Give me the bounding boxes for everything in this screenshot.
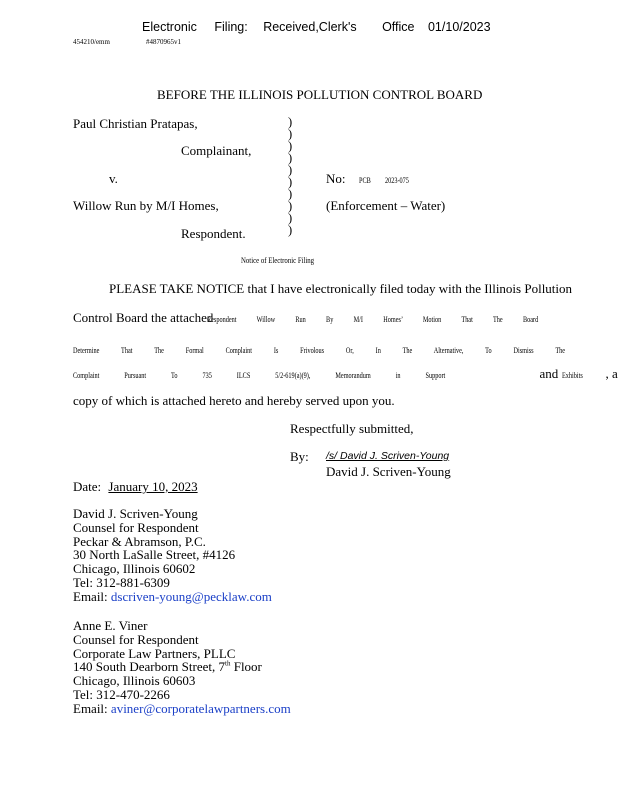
counsel-2-tel: Tel: 312-470-2266 xyxy=(73,686,170,702)
stamp-word-3: Received,Clerk's xyxy=(263,20,357,34)
motion-title-c: Complaint Pursuant To 735 ILCS 5/2-619(a)(9), Memorandum in Support xyxy=(73,371,446,380)
counsel-2-block xyxy=(73,618,291,715)
notice-line-2 xyxy=(73,310,618,326)
notice-line-1: PLEASE TAKE NOTICE that I have electronically filed today with the Illinois Pollution xyxy=(109,281,573,296)
stamp-word-2: Filing: xyxy=(214,20,248,34)
counsel-1-street: 30 North LaSalle Street, #4126 xyxy=(73,547,236,563)
motion-title-b: Determine That The Formal Complaint Is Frivolous Or, In The Alternative, To Dismiss The xyxy=(73,346,566,355)
doc-id-left: 454210/emm xyxy=(73,38,110,46)
closing: Respectfully submitted, xyxy=(290,421,414,436)
date-label: Date: xyxy=(73,479,102,494)
counsel-2-city: Chicago, Illinois 60603 xyxy=(73,673,196,689)
doc-id-right: #4870965v1 xyxy=(146,38,181,46)
street-ordinal: th xyxy=(225,660,231,669)
signature-text: /s/ David J. Scriven-Young xyxy=(326,450,450,462)
motion-title-a: Respondent Willow Run By M/I Homes’ Motion That The Board xyxy=(207,315,539,324)
notice-line-4 xyxy=(73,366,618,382)
counsel-2-firm: Corporate Law Partners, PLLC xyxy=(73,645,236,661)
counsel-1-name: David J. Scriven-Young xyxy=(73,506,198,521)
notice-line-2-start: Control Board the attached xyxy=(73,310,214,325)
notice-title: Notice of Electronic Filing xyxy=(241,256,315,265)
case-prefix: PCB xyxy=(358,176,371,185)
signer-name: David J. Scriven-Young xyxy=(326,464,451,479)
counsel-2-street: 140 South Dearborn Street, 7th Floor xyxy=(73,659,262,675)
no-label: No: xyxy=(326,171,346,186)
efiling-stamp xyxy=(142,20,491,34)
counsel-1-email-row xyxy=(73,589,272,603)
counsel-1-email-link[interactable]: dscriven-young@pecklaw.com xyxy=(110,588,272,604)
case-id: 2023-075 xyxy=(385,176,410,185)
counsel-1-email-label: Email: xyxy=(73,588,108,604)
counsel-2-name: Anne E. Viner xyxy=(73,618,148,633)
date-value: January 10, 2023 xyxy=(108,479,198,494)
counsel-1-city: Chicago, Illinois 60602 xyxy=(73,561,196,577)
counsel-2-email-label: Email: xyxy=(73,700,108,716)
stamp-word-1: Electronic xyxy=(142,20,197,34)
notice-line-3 xyxy=(73,340,618,358)
versus: v. xyxy=(109,171,118,186)
complainant-name: Paul Christian Pratapas, xyxy=(73,116,198,131)
counsel-1-role: Counsel for Respondent xyxy=(73,519,199,535)
stamp-word-4: Office xyxy=(382,20,415,34)
notice-line-5: copy of which is attached hereto and hereby served upon you. xyxy=(73,393,395,408)
counsel-1-block xyxy=(73,506,272,603)
by-label: By: xyxy=(290,449,309,464)
exhibits-word: Exhibits xyxy=(561,371,583,380)
respondent-name: Willow Run by M/I Homes, xyxy=(73,198,219,213)
line-4-end: , a xyxy=(605,366,618,381)
case-type: (Enforcement – Water) xyxy=(326,198,446,213)
counsel-1-tel: Tel: 312-881-6309 xyxy=(73,574,170,590)
date-line xyxy=(73,479,198,495)
stamp-date: 01/10/2023 xyxy=(427,20,491,34)
caption-parentheses: ) ) ) ) ) ) ) ) ) ) xyxy=(288,115,293,237)
case-number xyxy=(326,171,416,187)
counsel-1-firm: Peckar & Abramson, P.C. xyxy=(73,533,206,549)
and-word: and xyxy=(539,366,559,381)
complainant-role: Complainant, xyxy=(181,143,252,158)
counsel-2-role: Counsel for Respondent xyxy=(73,631,199,647)
counsel-2-email-link[interactable]: aviner@corporatelawpartners.com xyxy=(110,700,291,716)
signature-line xyxy=(326,450,504,462)
respondent-role: Respondent. xyxy=(181,226,246,241)
page-title: BEFORE THE ILLINOIS POLLUTION CONTROL BOARD xyxy=(157,87,483,102)
counsel-2-email-row xyxy=(73,701,291,715)
